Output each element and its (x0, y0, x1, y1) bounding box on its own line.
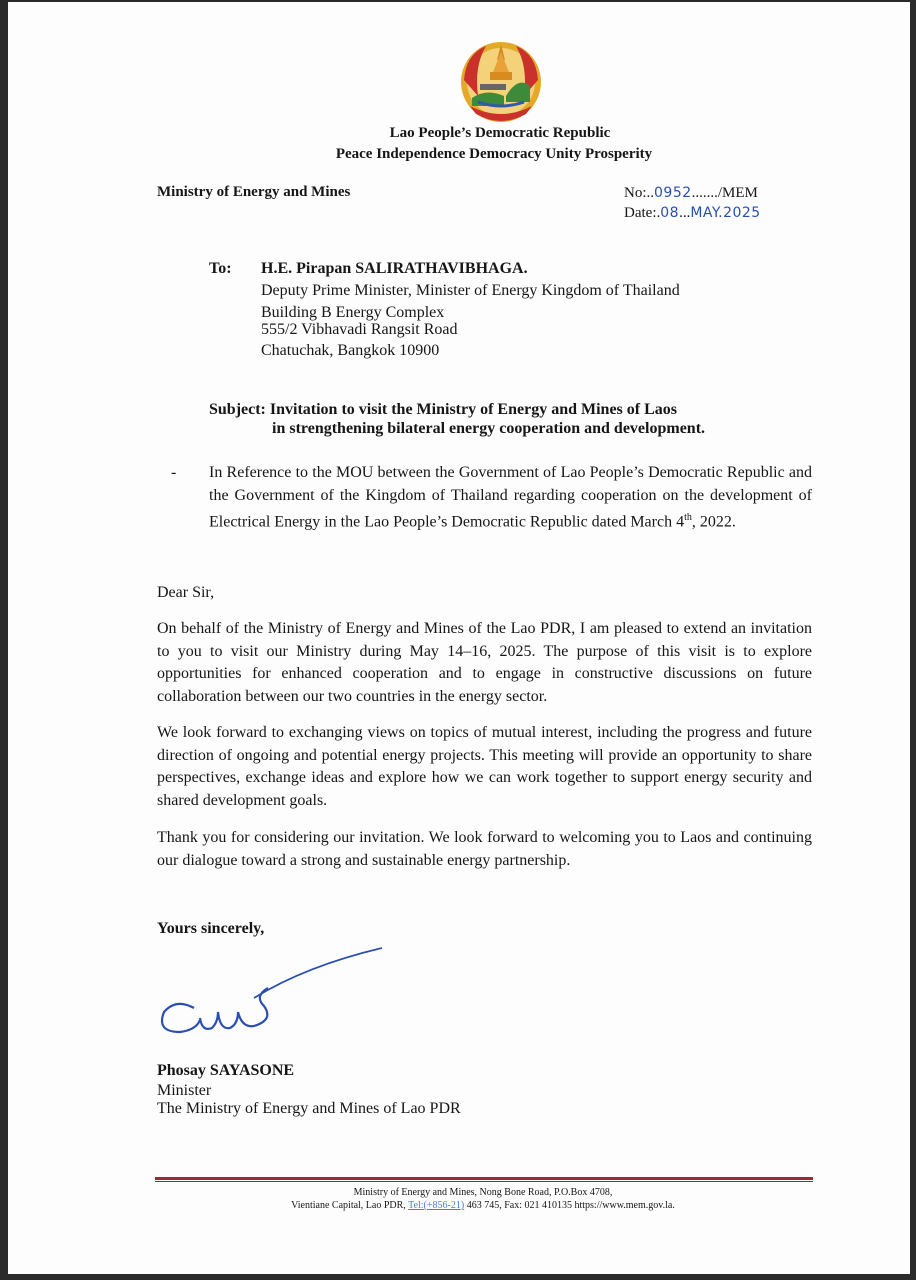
reference-number (624, 183, 758, 203)
reference-number-value: 0952 (654, 185, 692, 201)
salutation: Dear Sir, (157, 584, 215, 601)
footer-contact-text: 463 745, Fax: 021 410135 https://www.mem.gov.la. (464, 1200, 675, 1211)
handwritten-signature (156, 940, 388, 1044)
footer-line-1: Ministry of Energy and Mines, Nong Bone Road, P.O.Box 4708, (353, 1187, 613, 1198)
date-day: 08 (660, 205, 680, 221)
footer-rule-thin (155, 1181, 813, 1182)
recipient-line: Chatuchak, Bangkok 10900 (261, 342, 440, 359)
footer-rule (155, 1177, 813, 1180)
reference-note-year: , 2022. (691, 513, 736, 531)
reference-note-text: In Reference to the MOU between the Government of Lao People’s Democratic Republic and the Government of the Kingdom of Thailand regarding cooperation on the development of Electrical Energy in the Lao People’s Democratic Republic dated March 4 (209, 464, 812, 531)
footer-address (158, 1186, 808, 1212)
body-paragraph-2: We look forward to exchanging views on topics of mutual interest, including the progress and future direction of ongoing and potential energy projects. This meeting will provide an opportunity to share perspectives, exchange ideas and explore how we can work together to support energy security and shared development goals. (157, 724, 812, 809)
signatory-title: Minister (157, 1082, 212, 1099)
recipient-line: 555/2 Vibhavadi Rangsit Road (261, 321, 458, 338)
lao-national-emblem (456, 36, 546, 126)
reference-note (209, 462, 812, 534)
signatory-organization: The Ministry of Energy and Mines of Lao PDR (157, 1100, 461, 1117)
national-motto: Peace Independence Democracy Unity Prosperity (335, 146, 653, 162)
date-separator: ... (679, 205, 691, 221)
recipient-line: Deputy Prime Minister, Minister of Energy Kingdom of Thailand (261, 282, 680, 299)
footer-telephone-link[interactable]: Tel:(+856-21) (408, 1200, 465, 1211)
date-year: 2025 (723, 205, 761, 221)
reference-number-label: No:.. (624, 185, 654, 201)
reference-bullet: - (171, 464, 177, 481)
closing: Yours sincerely, (157, 920, 265, 937)
reference-number-suffix: ......./MEM (691, 185, 758, 201)
signatory-name: Phosay SAYASONE (157, 1062, 295, 1079)
body-paragraph-1: On behalf of the Ministry of Energy and Mines of the Lao PDR, I am pleased to extend an invitation to you to visit our Ministry during May 14–16, 2025. The purpose of this visit is to explore opportunities for enhanced cooperation and to engage in constructive discussions on future collaboration between our two countries in the energy sector. (157, 620, 812, 705)
date-label: Date:. (624, 205, 661, 221)
body-paragraph-3: Thank you for considering our invitation. We look forward to welcoming you to Laos and continuing our dialogue toward a strong and sustainable energy partnership. (157, 829, 812, 869)
subject-line-1: Subject: Invitation to visit the Ministry of Energy and Mines of Laos (209, 401, 677, 418)
footer-line-2 (158, 1199, 808, 1212)
ministry-name: Ministry of Energy and Mines (157, 184, 351, 200)
reference-date: Date:.08...MAY.2025 (624, 205, 761, 221)
letter-page (8, 2, 910, 1274)
recipient-label: To: (209, 260, 232, 277)
reference-note-superscript: th (684, 512, 692, 523)
recipient-line: Building B Energy Complex (261, 304, 445, 321)
recipient-name: H.E. Pirapan SALIRATHAVIBHAGA. (261, 260, 528, 277)
footer-address-text: Vientiane Capital, Lao PDR, (291, 1200, 409, 1211)
date-month: MAY (690, 205, 719, 221)
country-name: Lao People’s Democratic Republic (389, 125, 611, 141)
subject-line-2: in strengthening bilateral energy cooperation and development. (272, 420, 706, 437)
